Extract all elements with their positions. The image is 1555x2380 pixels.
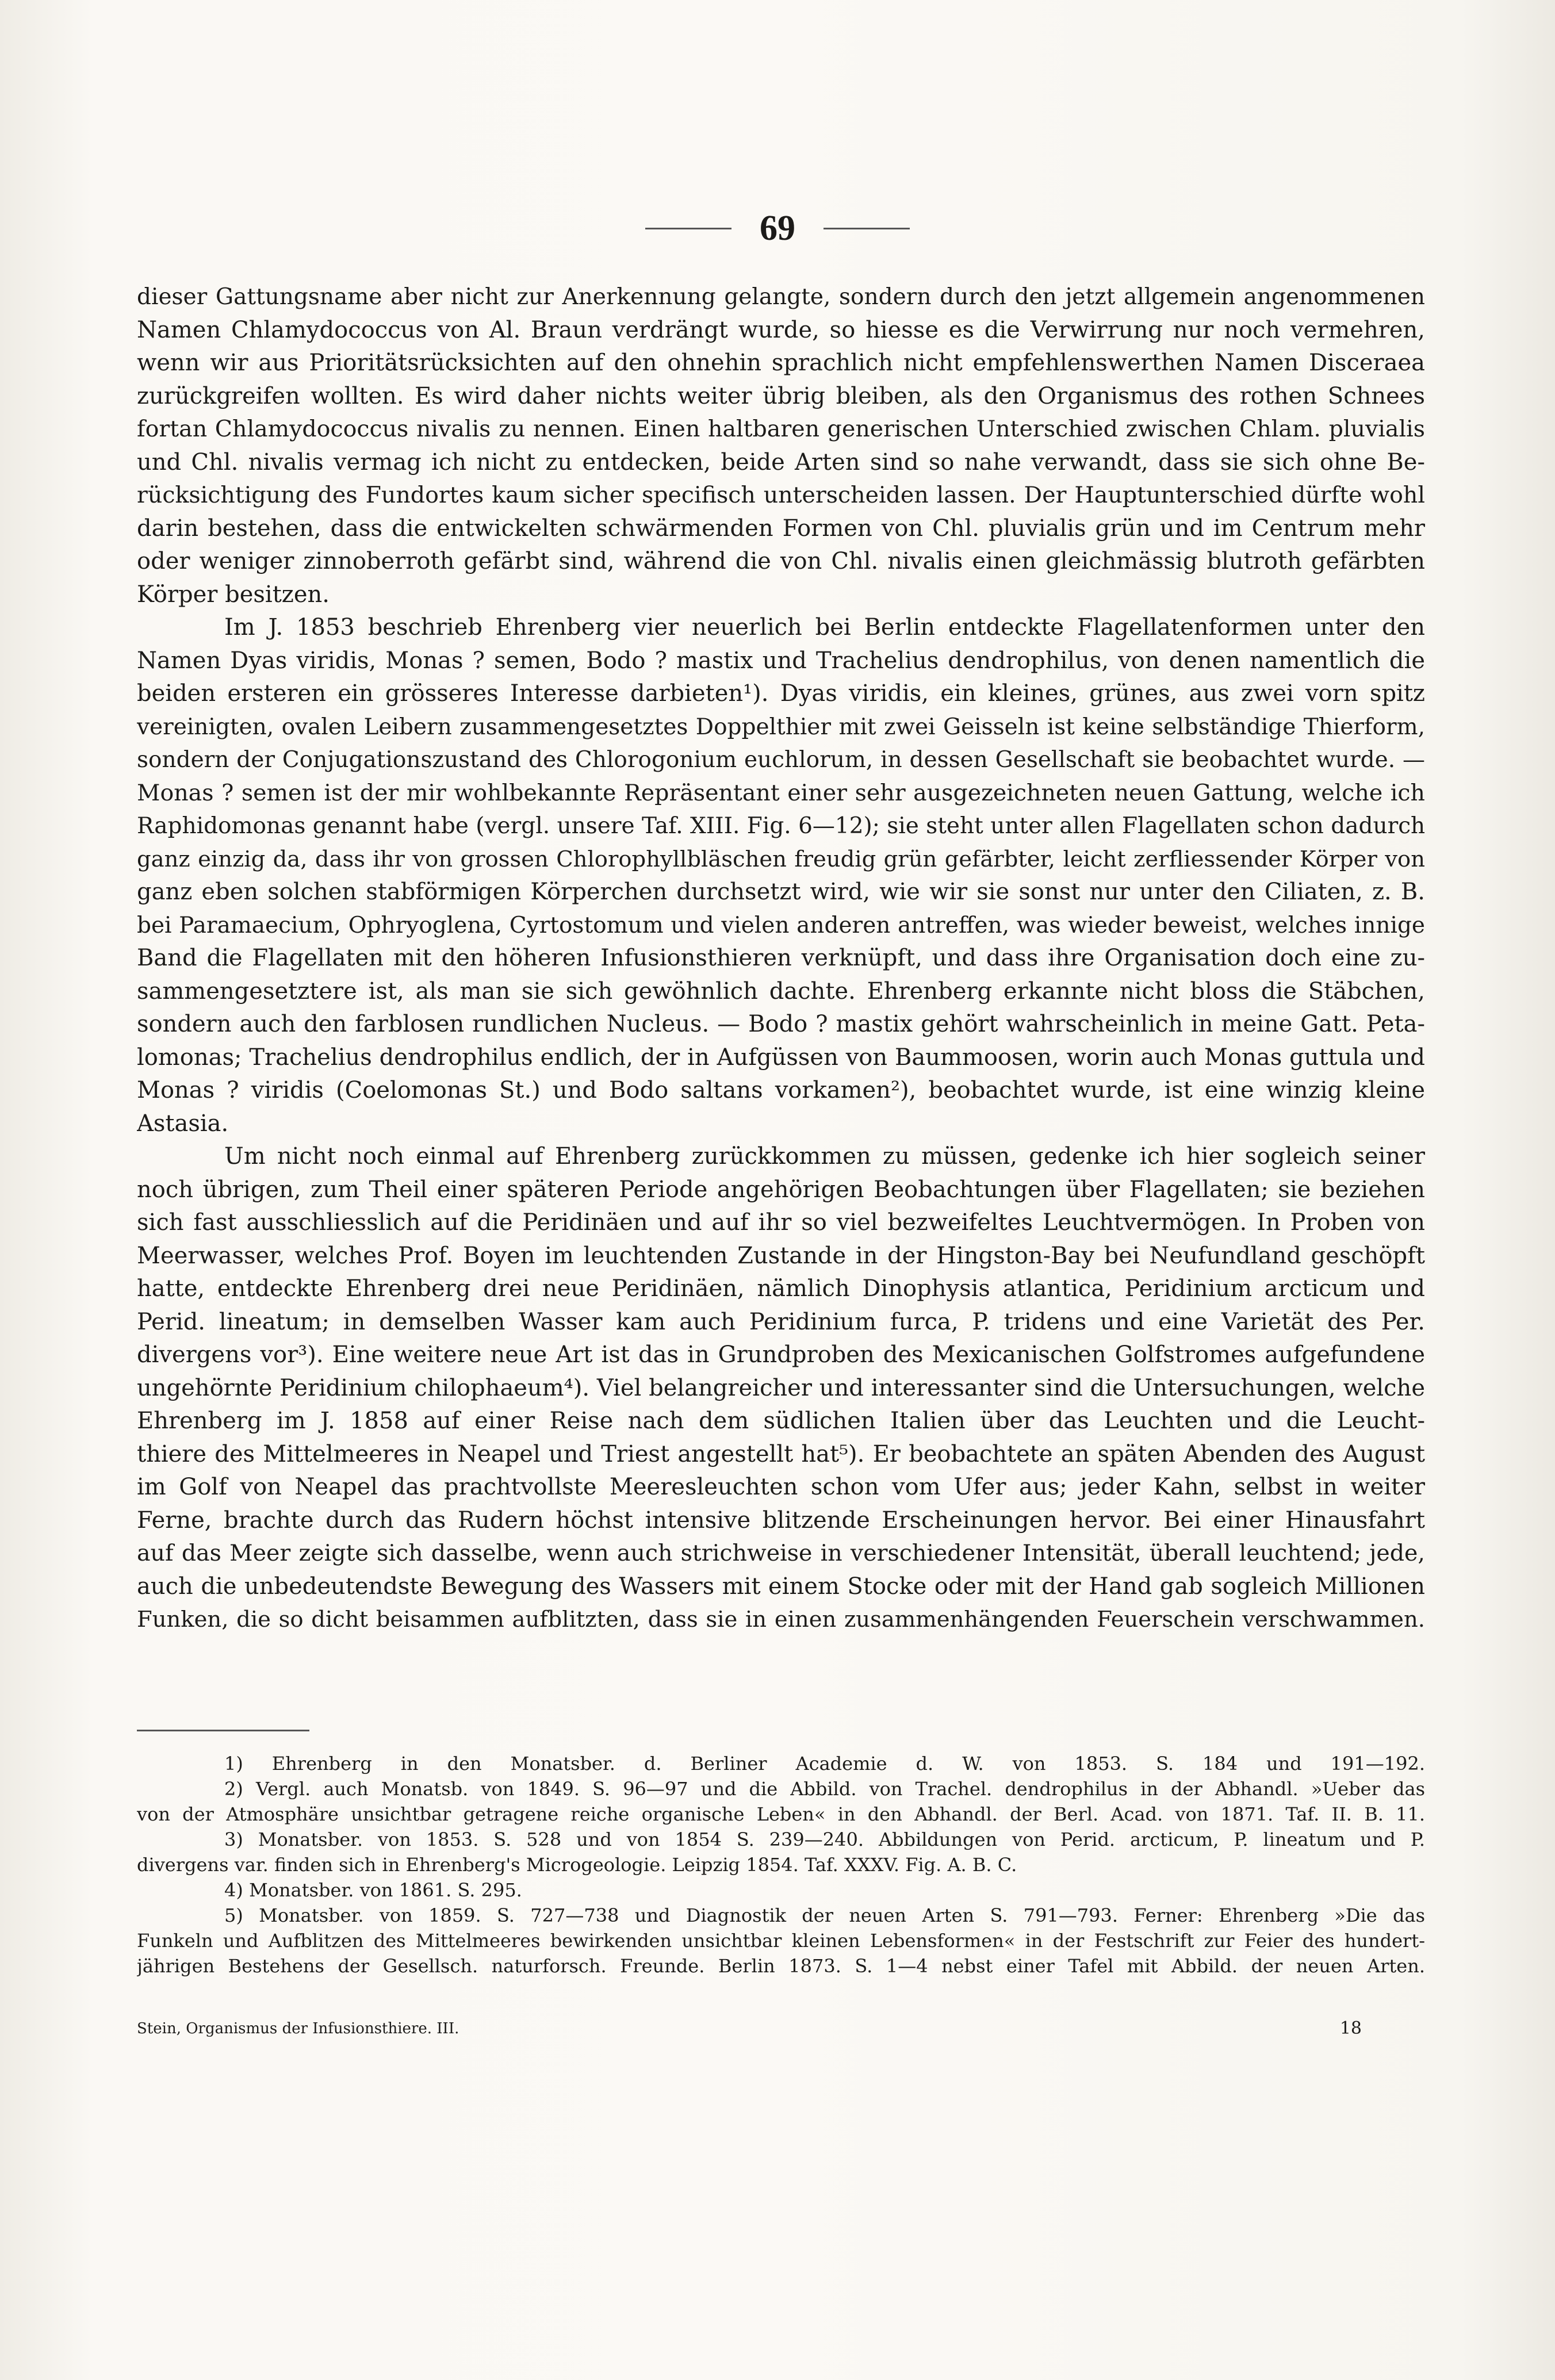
footnote-line: 5) Monatsber. von 1859. S. 727—738 und Diagnostik der neuen Arten S. 791—793. Ferner: Ehrenberg »Die das xyxy=(224,1904,1425,1926)
body-line: Körper besitzen. xyxy=(137,581,330,608)
body-line: sich fast ausschliesslich auf die Peridinäen und auf ihr so viel bezweifeltes Leuchtvermögen. In Proben von xyxy=(137,1209,1425,1236)
body-line: zurückgreifen wollten. Es wird daher nichts weiter übrig bleiben, als den Organismus des rothen Schnees xyxy=(137,382,1425,409)
body-line: sondern auch den farblosen rundlichen Nucleus. — Bodo ? mastix gehört wahrscheinlich in meine Gatt. Peta- xyxy=(137,1011,1425,1037)
body-line: Monas ? viridis (Coelomonas St.) und Bodo saltans vorkamen²), beobachtet wurde, ist eine winzig kleine xyxy=(137,1077,1425,1103)
body-line: beiden ersteren ein grösseres Interesse darbieten¹). Dyas viridis, ein kleines, grünes, aus zwei vorn spitz xyxy=(137,680,1425,707)
footnote-line: divergens var. finden sich in Ehrenberg's Microgeologie. Leipzig 1854. Taf. XXXV. Fig. A. B. C. xyxy=(137,1854,1017,1876)
footer-sheet-number: 18 xyxy=(1339,2018,1362,2038)
body-line: fortan Chlamydococcus nivalis zu nennen. Einen haltbaren generischen Unterschied zwischen Chlam. pluvialis xyxy=(137,416,1425,442)
body-line: Perid. lineatum; in demselben Wasser kam auch Peridinium furca, P. tridens und eine Varietät des Per. xyxy=(137,1308,1425,1335)
body-line: im Golf von Neapel das prachtvollste Meeresleuchten schon vom Ufer aus; jeder Kahn, selbst in weiter xyxy=(137,1474,1425,1500)
footnote-line: 2) Vergl. auch Monatsb. von 1849. S. 96—97 und die Abbild. von Trachel. dendrophilus in der Abhandl. »Ueber das xyxy=(224,1778,1425,1800)
body-line: noch übrigen, zum Theil einer späteren Periode angehörigen Beobachtungen über Flagellaten; sie beziehen xyxy=(137,1176,1425,1203)
body-line xyxy=(137,1637,1425,1670)
body-line: oder weniger zinnoberroth gefärbt sind, während die von Chl. nivalis einen gleichmässig blutroth gefärbten xyxy=(137,548,1425,574)
body-line: bei Paramaecium, Ophryoglena, Cyrtostomum und vielen anderen antreffen, was wieder beweist, welches innige xyxy=(137,912,1425,938)
footnote-line: Funkeln und Aufblitzen des Mittelmeeres bewirkenden unsichtbar kleinen Lebensformen« in der Festschrift zur Feier des hundert- xyxy=(137,1930,1425,1952)
page-number: 69 xyxy=(760,209,795,248)
body-line: Namen Chlamydococcus von Al. Braun verdrängt wurde, so hiesse es die Verwirrung nur noch vermehren, xyxy=(137,316,1425,343)
footnote-line: jährigen Bestehens der Gesellsch. naturforsch. Freunde. Berlin 1873. S. 1—4 nebst einer Tafel mit Abbild. der neuen Arten. xyxy=(137,1955,1425,1977)
body-line: ganz einzig da, dass ihr von grossen Chlorophyllbläschen freudig grün gefärbter, leicht zerfliessender Körper von xyxy=(137,846,1425,872)
body-line: Monas ? semen ist der mir wohlbekannte Repräsentant einer sehr ausgezeichneten neuen Gattung, welche ich xyxy=(137,779,1425,806)
footnote-line: 1) Ehrenberg in den Monatsber. d. Berliner Academie d. W. von 1853. S. 184 und 191—192. xyxy=(224,1753,1425,1775)
body-line: Um nicht noch einmal auf Ehrenberg zurückkommen zu müssen, gedenke ich hier sogleich seiner xyxy=(224,1143,1425,1170)
body-line: Ehrenberg im J. 1858 auf einer Reise nach dem südlichen Italien über das Leuchten und die Leucht- xyxy=(137,1408,1425,1434)
body-line: sondern der Conjugationszustand des Chlorogonium euchlorum, in dessen Gesellschaft sie beobachtet wurde. — xyxy=(137,747,1425,773)
body-line: und Chl. nivalis vermag ich nicht zu entdecken, beide Arten sind so nahe verwandt, dass sie sich ohne Be- xyxy=(137,449,1425,476)
body-line: Band die Flagellaten mit den höheren Infusionsthieren verknüpft, und dass ihre Organisation doch eine zu- xyxy=(137,945,1425,971)
body-line: Namen Dyas viridis, Monas ? semen, Bodo ? mastix und Trachelius dendrophilus, von denen namentlich die xyxy=(137,647,1425,674)
body-line: rücksichtigung des Fundortes kaum sicher specifisch unterscheiden lassen. Der Hauptunterschied dürfte wohl xyxy=(137,482,1425,508)
body-line: lomonas; Trachelius dendrophilus endlich, der in Aufgüssen von Baummoosen, worin auch Monas guttula und xyxy=(137,1044,1425,1071)
footnote-line: 4) Monatsber. von 1861. S. 295. xyxy=(224,1879,522,1901)
body-line: vereinigten, ovalen Leibern zusammengesetztes Doppelthier mit zwei Geisseln ist keine selbständige Thierform, xyxy=(137,714,1425,740)
body-line: divergens vor³). Eine weitere neue Art ist das in Grundproben des Mexicanischen Golfstromes aufgefundene xyxy=(137,1342,1425,1368)
footnote-line: von der Atmosphäre unsichtbar getragene reiche organische Leben« in den Abhandl. der Berl. Acad. von 1871. Taf. II. B. 11. xyxy=(137,1803,1425,1825)
body-line: Raphidomonas genannt habe (vergl. unsere Taf. XIII. Fig. 6—12); sie steht unter allen Flagellaten schon dadurch xyxy=(137,813,1425,839)
page-footer xyxy=(137,2017,1425,2040)
page-number-rule-right xyxy=(824,228,910,229)
footer-signature-text: Stein, Organismus der Infusionsthiere. III. xyxy=(137,2020,459,2037)
body-line: dieser Gattungsname aber nicht zur Anerkennung gelangte, sondern durch den jetzt allgemein angenommenen xyxy=(137,284,1425,310)
body-line: Astasia. xyxy=(137,1110,229,1137)
body-text xyxy=(137,281,1425,1669)
footnote-line: 3) Monatsber. von 1853. S. 528 und von 1854 S. 239—240. Abbildungen von Perid. arcticum, P. lineatum und P. xyxy=(224,1829,1425,1850)
body-line: auf das Meer zeigte sich dasselbe, wenn auch strichweise in verschiedener Intensität, überall leuchtend; jede, xyxy=(137,1540,1425,1566)
body-line: Ferne, brachte durch das Rudern höchst intensive blitzende Erscheinungen hervor. Bei einer Hinausfahrt xyxy=(137,1507,1425,1534)
body-line: darin bestehen, dass die entwickelten schwärmenden Formen von Chl. pluvialis grün und im Centrum mehr xyxy=(137,515,1425,542)
body-line: Funken, die so dicht beisammen aufblitzten, dass sie in einen zusammenhängenden Feuerschein verschwammen. xyxy=(137,1607,1425,1632)
footnotes xyxy=(137,1751,1425,1979)
body-line: ungehörnte Peridinium chilophaeum⁴). Viel belangreicher und interessanter sind die Untersuchungen, welche xyxy=(137,1374,1425,1401)
body-line: auch die unbedeutendste Bewegung des Wassers mit einem Stocke oder mit der Hand gab sogleich Millionen xyxy=(137,1573,1425,1600)
body-line: Im J. 1853 beschrieb Ehrenberg vier neuerlich bei Berlin entdeckte Flagellatenformen unter den xyxy=(224,614,1425,641)
body-line: Meerwasser, welches Prof. Boyen im leuchtenden Zustande in der Hingston-Bay bei Neufundland geschöpft xyxy=(137,1242,1425,1269)
body-line: hatte, entdeckte Ehrenberg drei neue Peridinäen, nämlich Dinophysis atlantica, Peridinium arcticum und xyxy=(137,1275,1425,1302)
body-line: sammengesetztere ist, als man sie sich gewöhnlich dachte. Ehrenberg erkannte nicht bloss die Stäbchen, xyxy=(137,978,1425,1005)
footnote-separator xyxy=(137,1730,309,1731)
body-line: thiere des Mittelmeeres in Neapel und Triest angestellt hat⁵). Er beobachtete an späten Abenden des August xyxy=(137,1440,1425,1467)
body-line: wenn wir aus Prioritätsrücksichten auf den ohnehin sprachlich nicht empfehlenswerthen Namen Disceraea xyxy=(137,350,1425,376)
page-number-header xyxy=(0,208,1555,260)
body-line: ganz eben solchen stabförmigen Körperchen durchsetzt wird, wie wir sie sonst nur unter den Ciliaten, z. B. xyxy=(137,879,1425,905)
page-number-rule-left xyxy=(645,228,731,229)
